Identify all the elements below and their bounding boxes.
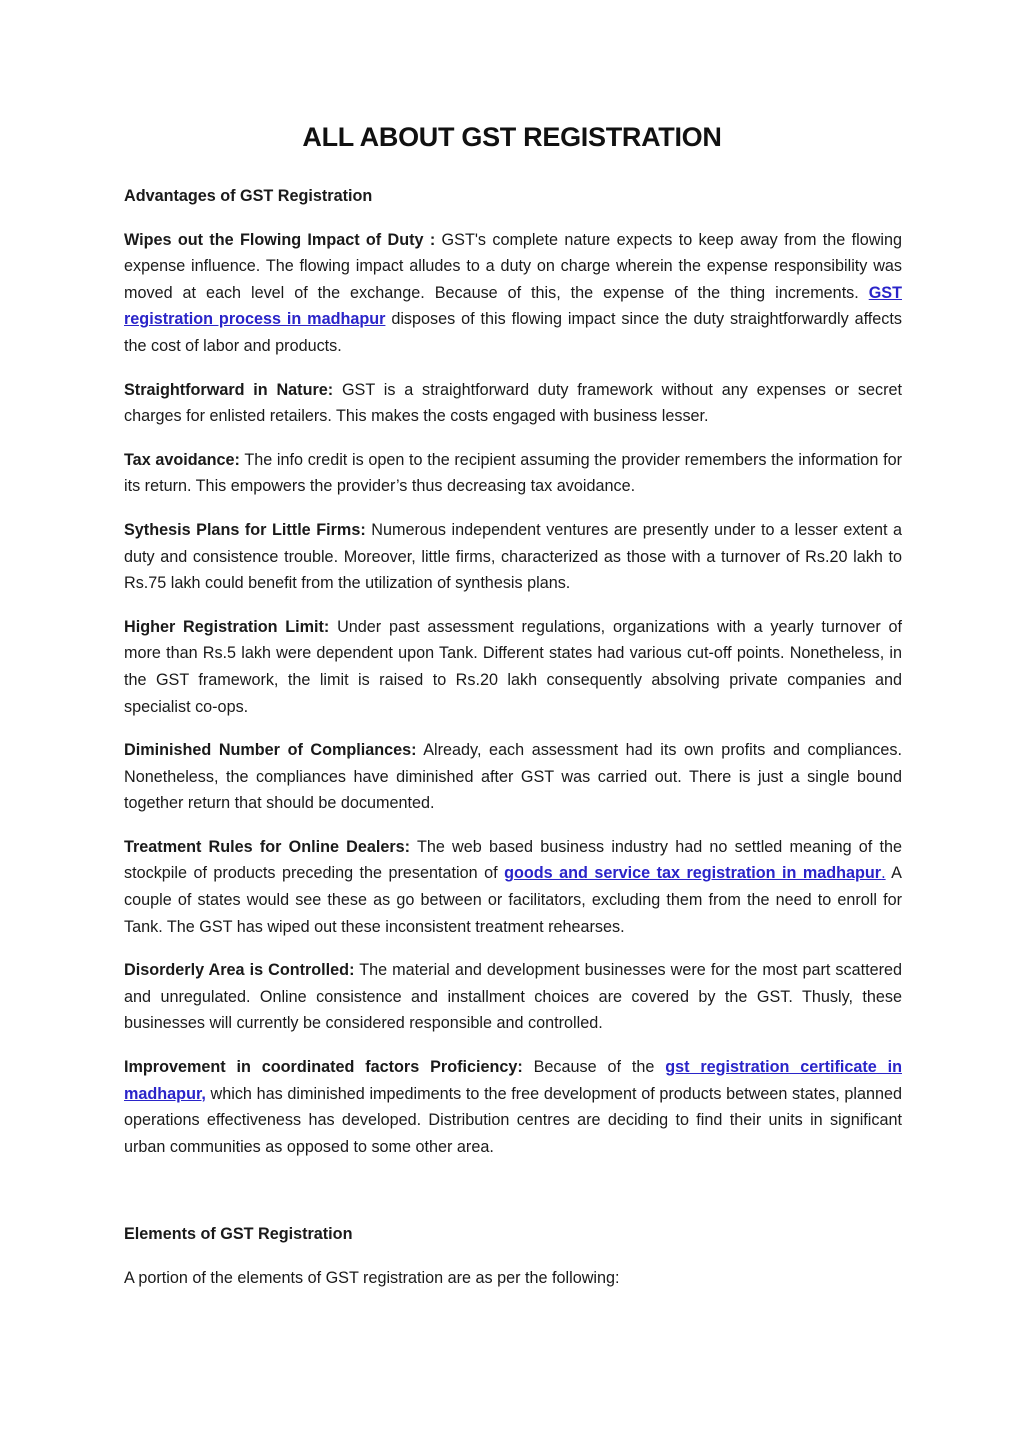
paragraph-lead: Straightforward in Nature: xyxy=(124,380,334,399)
paragraph-text: The web based business industry had no settled meaning of the stockpile of products preceding the presentation of xyxy=(124,837,902,883)
gst-registration-process-link[interactable]: GST registration process in madhapur xyxy=(124,283,902,329)
paragraph-compliances xyxy=(124,737,902,817)
paragraph-lead: Diminished Number of Compliances: xyxy=(124,741,417,760)
section-heading-elements: Elements of GST Registration xyxy=(124,1225,353,1244)
paragraph-registration-limit xyxy=(124,614,902,720)
paragraph-elements-intro: A portion of the elements of GST registration are as per the following: xyxy=(124,1269,620,1287)
paragraph-lead: Disorderly Area is Controlled: xyxy=(124,961,355,980)
paragraph-lead: Treatment Rules for Online Dealers: xyxy=(124,837,411,856)
paragraph-tax-avoidance xyxy=(124,447,902,500)
paragraph-text: The material and development businesses were for the most part scattered and unregulated. Online consistence and installment choices are covered by the GST. Thusly, these businesses will currently be considered responsible and controlled. xyxy=(124,961,902,1033)
paragraph-lead: Higher Registration Limit: xyxy=(124,617,330,636)
link-trailing-period: . xyxy=(881,864,886,883)
paragraph-text: Already, each assessment had its own profits and compliances. Nonetheless, the compliances have diminished after GST was carried out. There is just a single bound together return that should be documented. xyxy=(124,741,902,813)
paragraph-lead: Wipes out the Flowing Impact of Duty : xyxy=(124,230,436,249)
paragraph-text: which has diminished impediments to the free development of products between states, planned operations effectiveness has developed. Distribution centres are deciding to find their units in significant urban communities as opposed to some other area. xyxy=(124,1084,902,1156)
paragraph-text: Because of the xyxy=(522,1058,666,1077)
paragraph-text: GST is a straightforward duty framework without any expenses or secret charges for enlisted retailers. This makes the costs engaged with business lesser. xyxy=(124,380,902,426)
paragraph-flowing-impact xyxy=(124,227,902,360)
paragraph-logistics-proficiency xyxy=(124,1054,902,1160)
paragraph-text: Under past assessment regulations, organizations with a yearly turnover of more than Rs.5 lakh were dependent upon Tank. Different states had various cut-off points. Nonetheless, in the GST framework, the limit is raised to Rs.20 lakh consequently absolving private companies and specialist co-ops. xyxy=(124,617,902,716)
paragraph-text: The info credit is open to the recipient assuming the provider remembers the information for its return. This empowers the provider’s thus decreasing tax avoidance. xyxy=(124,450,902,496)
document-body xyxy=(124,183,902,1309)
paragraph-text: disposes of this flowing impact since the duty straightforwardly affects the cost of labor and products. xyxy=(124,310,902,355)
paragraph-lead: Tax avoidance: xyxy=(124,450,240,469)
page-title: ALL ABOUT GST REGISTRATION xyxy=(302,122,722,152)
paragraph-online-dealers xyxy=(124,834,902,940)
paragraph-synthesis-plans xyxy=(124,517,902,597)
paragraph-text: A couple of states would see these as go between or facilitators, excluding them from the need to enroll for Tank. The GST has wiped out these inconsistent treatment rehearses. xyxy=(124,864,902,936)
paragraph-straightforward xyxy=(124,377,902,430)
paragraph-disorderly-area xyxy=(124,957,902,1037)
paragraph-lead: Improvement in coordinated factors Proficiency: xyxy=(124,1058,523,1077)
section-spacer xyxy=(124,1177,902,1221)
goods-service-tax-registration-link[interactable]: goods and service tax registration in madhapur xyxy=(504,864,882,883)
section-heading-advantages: Advantages of GST Registration xyxy=(124,187,373,205)
paragraph-text: Numerous independent ventures are presently under to a lesser extent a duty and consistence trouble. Moreover, little firms, characterized as those with a turnover of Rs.20 lakh to Rs.75 lakh could benefit from the utilization of synthesis plans. xyxy=(124,520,903,593)
gst-registration-certificate-link[interactable]: gst registration certificate in madhapur, xyxy=(124,1058,902,1103)
paragraph-text: GST's complete nature expects to keep away from the flowing expense influence. The flowing impact alludes to a duty on charge wherein the expense responsibility was moved at each level of the exchange. Because of this, the expense of the thing increments. xyxy=(124,230,902,302)
paragraph-lead: Sythesis Plans for Little Firms: xyxy=(124,520,366,539)
